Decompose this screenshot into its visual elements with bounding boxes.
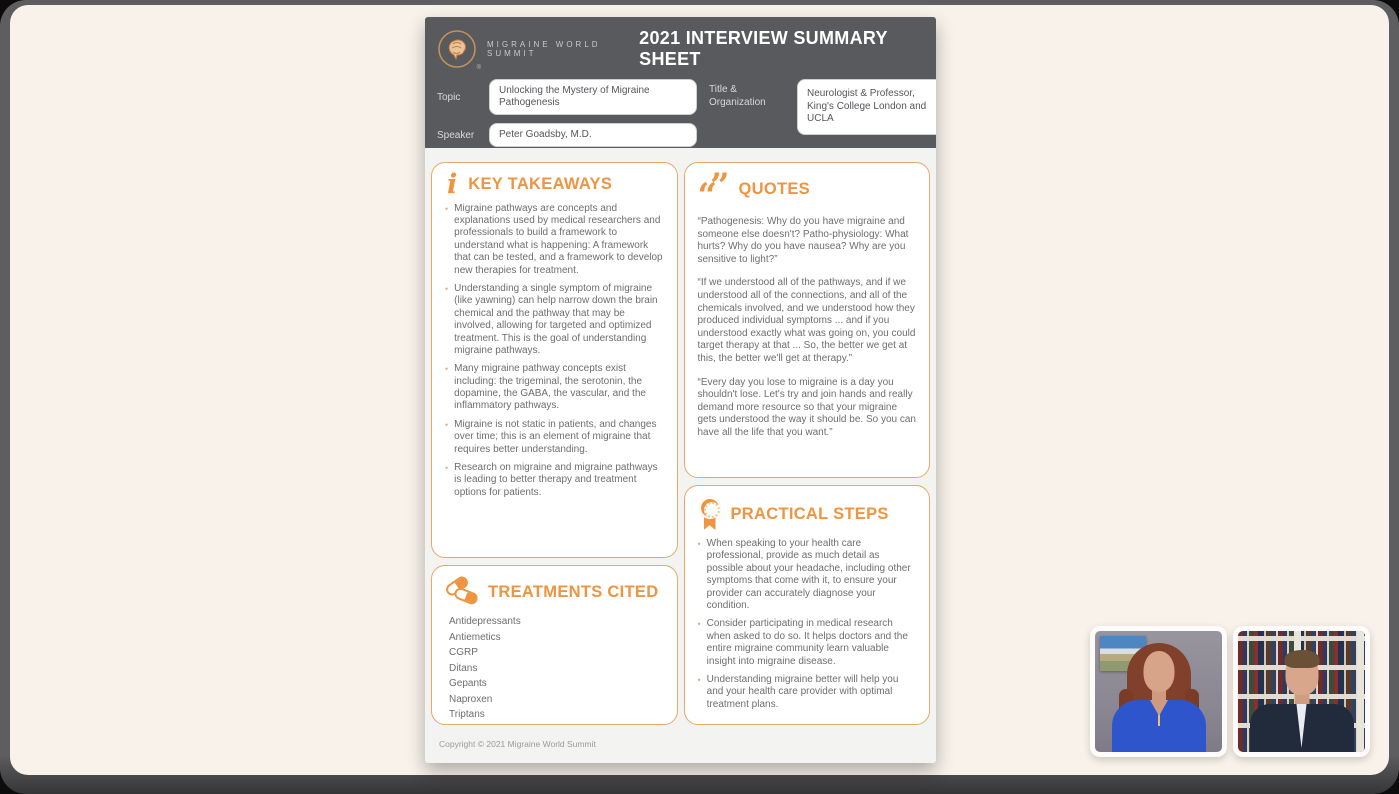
org-field: Neurologist & Professor, King's College London and UCLA <box>797 79 936 135</box>
treatment-item: Antidepressants <box>449 616 521 627</box>
info-icon: i <box>447 169 458 200</box>
practical-steps-card <box>684 485 931 725</box>
pills-icon <box>445 577 479 607</box>
practical-steps-title: PRACTICAL STEPS <box>730 504 889 523</box>
topic-field: Unlocking the Mystery of Migraine Pathogenesis <box>489 79 697 115</box>
treatment-item: Naproxen <box>449 693 493 705</box>
participant-1-video-feed <box>1095 631 1222 752</box>
copyright-text: Copyright © 2021 Migraine World Summit <box>439 739 596 749</box>
quotes-card <box>684 162 931 478</box>
treatments-cited-card <box>431 565 678 725</box>
list-item: • Many migraine pathway concepts exist including: the trigeminal, the serotonin, the dopamine, the GABA, the vascular, and the inflammatory pathways. <box>445 363 646 412</box>
list-item: • Consider participating in medical research when asked to do so. It helps doctors and the entire migraine community learn valuable insight into migraine disease. <box>697 618 908 667</box>
video-thumbnails <box>1090 626 1370 757</box>
quote-text: “Pathogenesis: Why do you have migraine and someone else doesn't? Patho-physiology: What hurts? Why do you have nausea? Why are you sensitive to light?” <box>697 216 909 265</box>
list-item: • Research on migraine and migraine pathways is leading to better therapy and treatment options for patients. <box>445 462 658 498</box>
brand-name: MIGRAINE WORLD SUMMIT <box>487 40 601 58</box>
participant-2-video-feed <box>1238 631 1365 752</box>
treatment-item: CGRP <box>449 647 478 658</box>
header-fields <box>437 79 927 148</box>
shared-screen-canvas <box>10 5 1389 775</box>
treatment-item: Triptans <box>449 709 485 720</box>
necklace <box>1158 714 1160 726</box>
quote-text: “Every day you lose to migraine is a day you shouldn't lose. Let's try and join hands and really demand more resource so that your migraine gets understood the way it should be. So you can have all the life that you want.” <box>697 376 916 438</box>
quotes-icon: “ ” <box>697 166 730 216</box>
treatment-item: Ditans <box>449 662 478 674</box>
award-ribbon-icon <box>698 497 722 531</box>
list-item: • Understanding a single symptom of migraine (like yawning) can help narrow down the brain chemical and the pathway that may be involved, allowing for targeted and optimized treatment. This is the goal of understanding migraine pathways. <box>445 282 658 356</box>
speaker-label: Speaker <box>437 129 475 141</box>
org-label: Title & Organization <box>709 84 766 108</box>
participant-video-2[interactable] <box>1233 626 1370 757</box>
key-takeaways-card <box>431 162 678 558</box>
list-item: • Understanding migraine better will help you and your health care provider with optimal treatment plans. <box>697 673 899 710</box>
participant-1-torso <box>1112 700 1206 752</box>
interview-summary-sheet <box>425 17 936 763</box>
topic-label: Topic <box>437 91 461 103</box>
left-column <box>431 162 678 725</box>
sheet-header <box>425 17 936 148</box>
brain-logo-icon <box>437 29 481 71</box>
sheet-title: 2021 INTERVIEW SUMMARY SHEET <box>639 28 888 69</box>
list-item: • Migraine pathways are concepts and explanations used by medical researchers and professionals to build a framework to understand what is happening: A framework that can be tested, and a framework to develop new therapies for treatment. <box>445 202 663 276</box>
treatments-title: TREATMENTS CITED <box>488 582 659 601</box>
quotes-title: QUOTES <box>738 179 810 198</box>
treatment-item: Antiemetics <box>449 631 501 643</box>
list-item: • When speaking to your health care professional, provide as much detail as possible about your headache, including other symptoms that come with it, to ensure your provider can accurately diagnose your condition. <box>697 538 911 611</box>
participant-1-face <box>1143 651 1174 692</box>
treatment-item: Gepants <box>449 678 487 689</box>
participant-2-face <box>1285 653 1318 695</box>
list-item: • Migraine is not static in patients, and changes over time; this is an element of migraine that requires better understanding. <box>445 418 657 455</box>
participant-video-1[interactable] <box>1090 626 1227 757</box>
quote-text: “If we understood all of the pathways, and if we understood all of the connections, and all of the chemicals involved, and we understood how they produced individual symptoms ... and if you understood exactly what was going on, you could target therapy at that ... So, the better we get at this, the better we'll get at therapy.” <box>697 277 916 364</box>
right-column <box>684 162 931 725</box>
key-takeaways-title: KEY TAKEAWAYS <box>468 175 613 194</box>
registered-mark: ® <box>476 65 481 71</box>
participant-2-torso <box>1250 704 1354 752</box>
speaker-field: Peter Goadsby, M.D. <box>489 123 697 147</box>
